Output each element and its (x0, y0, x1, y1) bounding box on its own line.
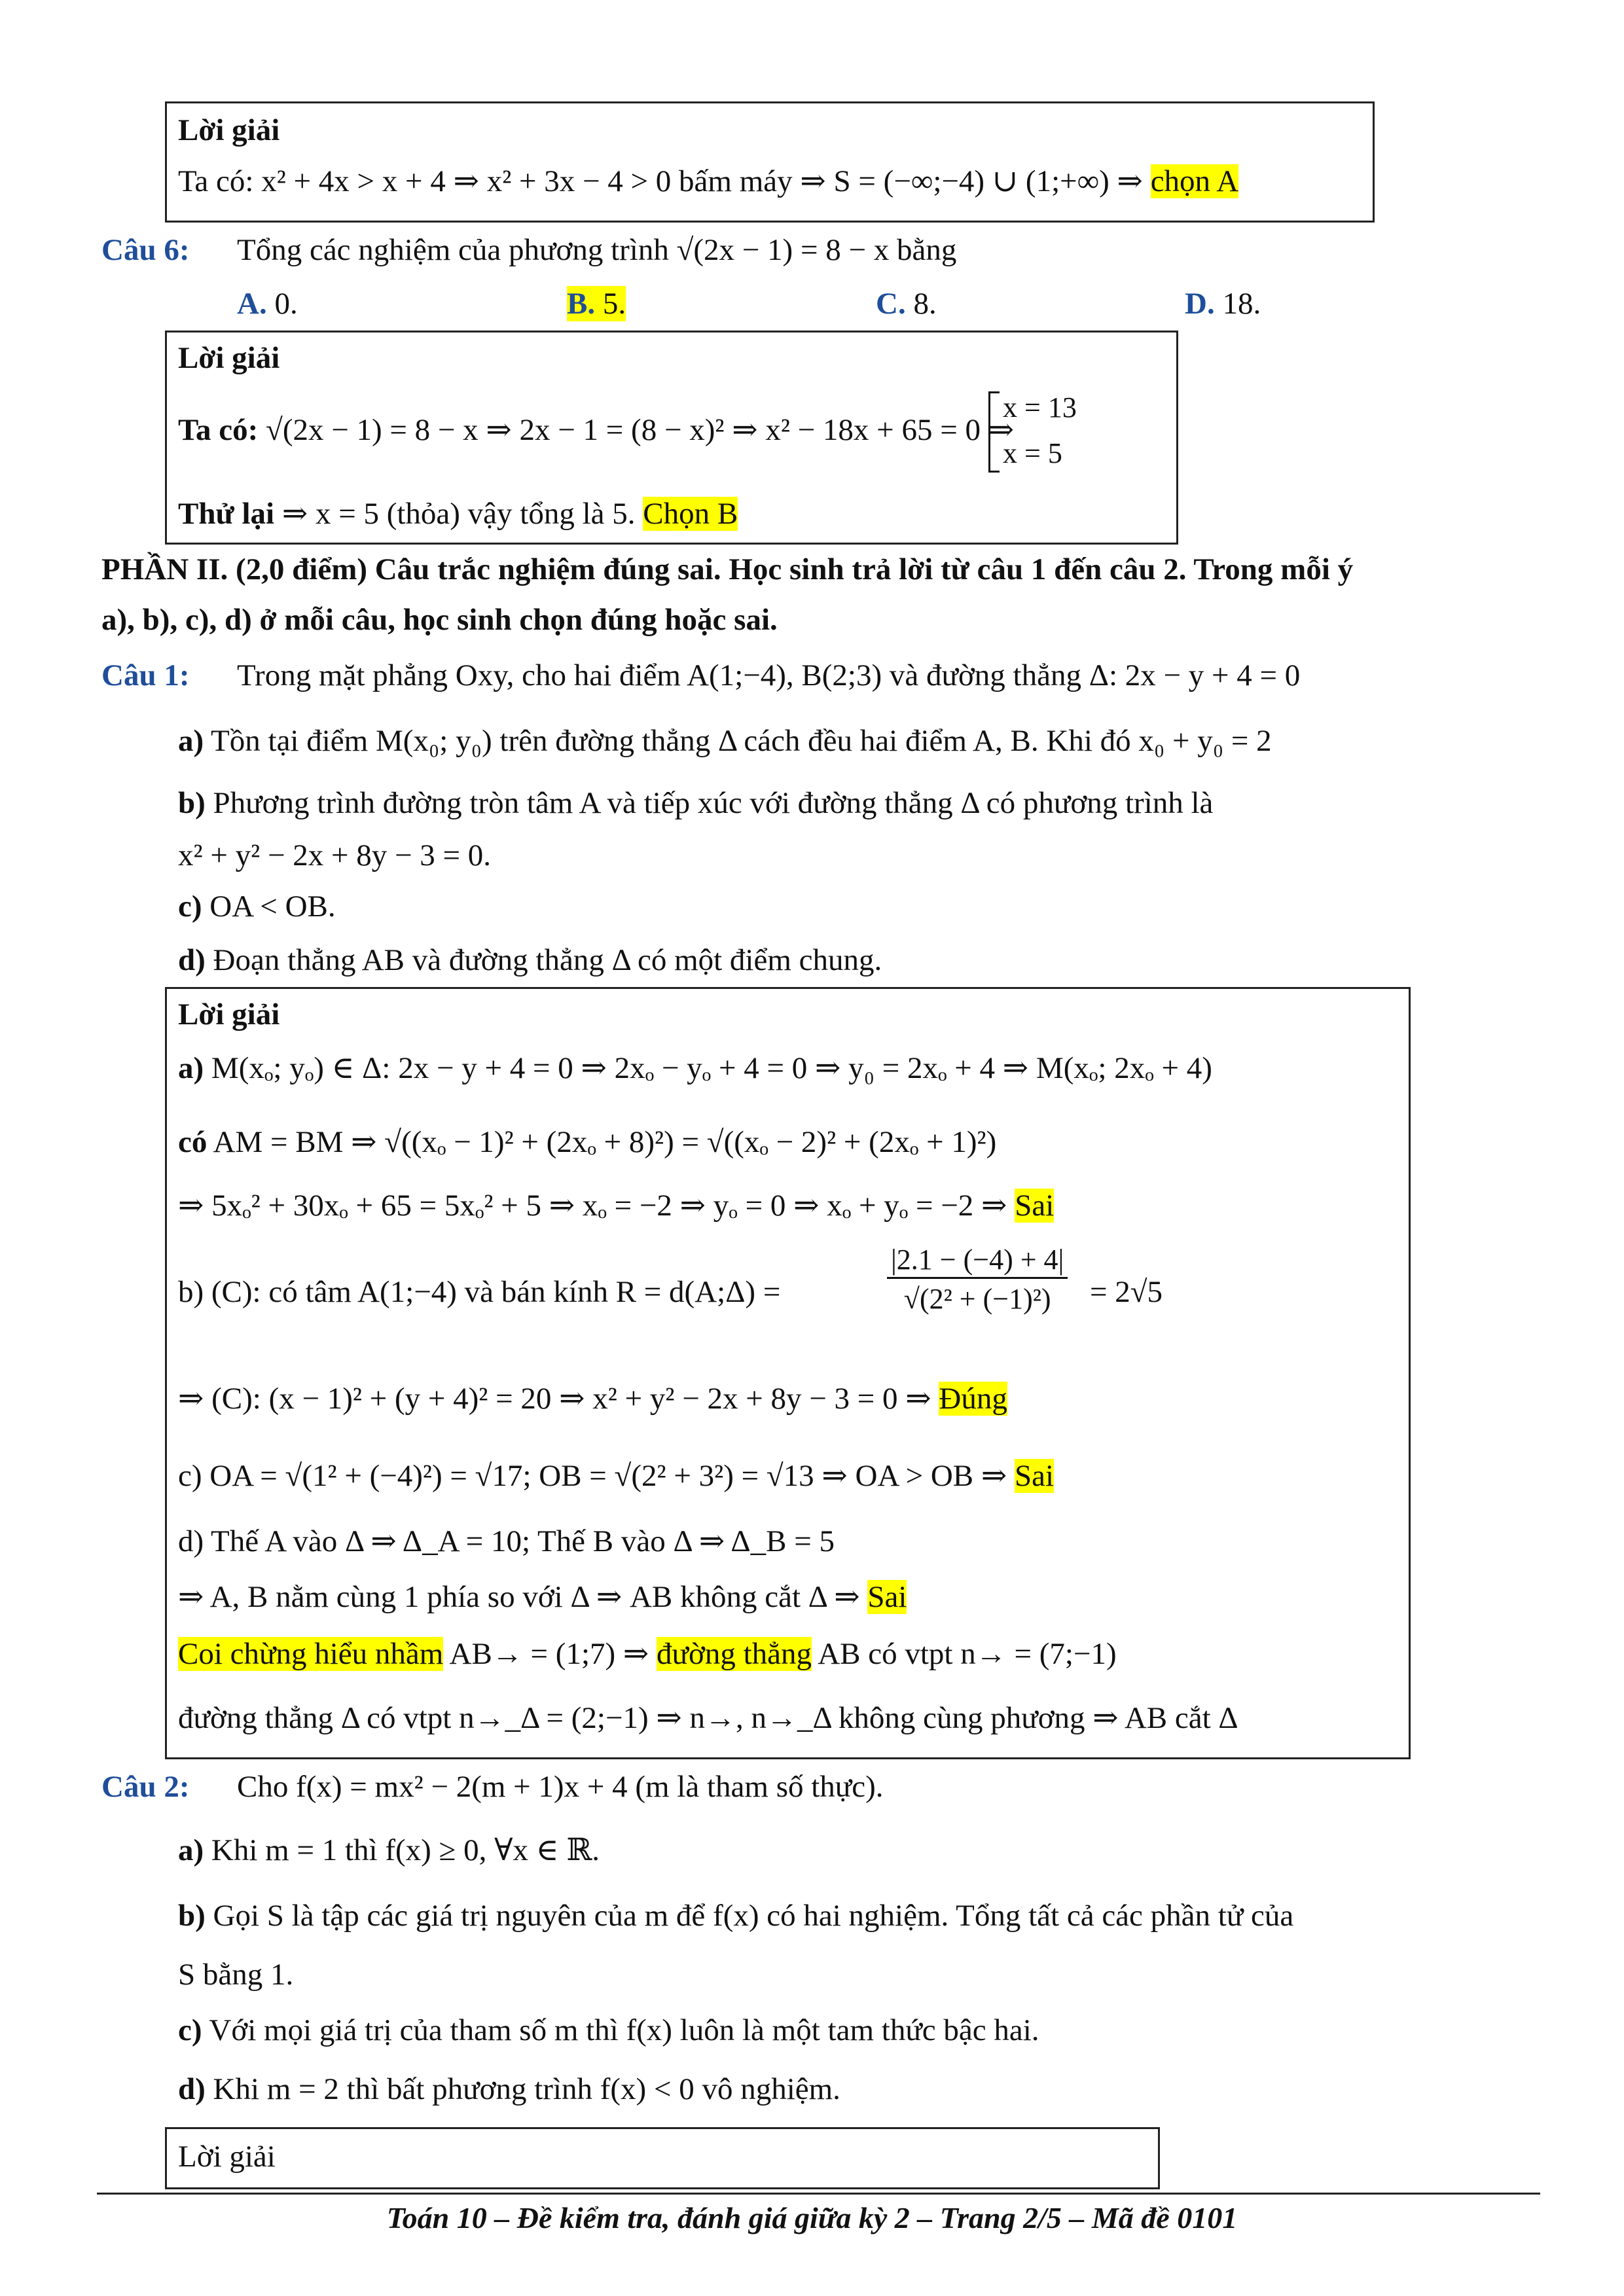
option-c: C. 8. (876, 287, 937, 321)
question-text: Cho f(x) = mx² − 2(m + 1)x + 4 (m là tham số thực). (237, 1770, 884, 1804)
statement-c: c) OA < OB. (178, 889, 336, 924)
solution-box-q2 (165, 2127, 1160, 2189)
fraction-denominator: √(2² + (−1)²) (903, 1282, 1051, 1315)
option-a: A. 0. (237, 287, 298, 321)
solution-b-result: = 2√5 (1090, 1275, 1163, 1309)
question-label: Câu 6: (101, 233, 190, 267)
fraction-numerator: |2.1 − (−4) + 4| (887, 1244, 1068, 1279)
statement-b-cont: S bằng 1. (178, 1958, 294, 1992)
statement-d: d) Đoạn thẳng AB và đường thẳng Δ có một điểm chung. (178, 943, 882, 977)
solution-a-line2: có AM = BM ⇒ √((xₒ − 1)² + (2xₒ + 8)²) = √((xₒ − 2)² + (2xₒ + 1)²) (178, 1125, 997, 1159)
solution-title: Lời giải (178, 997, 280, 1031)
solution-b-line1: b) (C): có tâm A(1;−4) và bán kính R = d(A;Δ) = (178, 1275, 781, 1309)
solution-a-line3: ⇒ 5xₒ² + 30xₒ + 65 = 5xₒ² + 5 ⇒ xₒ = −2 ⇒ yₒ = 0 ⇒ xₒ + yₒ = −2 ⇒ Sai (178, 1189, 1055, 1223)
solution-title: Lời giải (178, 113, 280, 147)
part-heading: a), b), c), d) ở mỗi câu, học sinh chọn đúng hoặc sai. (101, 603, 778, 637)
statement-b-cont: x² + y² − 2x + 8y − 3 = 0. (178, 838, 491, 872)
option-d: D. 18. (1185, 287, 1261, 321)
fraction (887, 1244, 1068, 1316)
solution-box-prev (165, 101, 1375, 223)
question-text: Trong mặt phẳng Oxy, cho hai điểm A(1;−4), B(2;3) và đường thẳng Δ: 2x − y + 4 = 0 (237, 658, 1301, 692)
solution-note-line2: đường thẳng Δ có vtpt n→_Δ = (2;−1) ⇒ n→, n→_Δ không cùng phương ⇒ AB cắt Δ (178, 1701, 1238, 1735)
option-b: B. 5. (567, 287, 626, 321)
statement-b: b) Phương trình đường tròn tâm A và tiếp xúc với đường thẳng Δ có phương trình là (178, 786, 1214, 820)
question-label: Câu 1: (101, 658, 190, 692)
solution-d-line1: d) Thế A vào Δ ⇒ Δ_A = 10; Thế B vào Δ ⇒ Δ_B = 5 (178, 1524, 835, 1558)
answer-highlight: Sai (867, 1580, 907, 1614)
question-text: Tổng các nghiệm của phương trình √(2x − 1) = 8 − x bằng (237, 233, 957, 267)
case-1: x = 13 (1003, 391, 1077, 423)
answer-highlight: Sai (1015, 1459, 1055, 1493)
solution-line: Thử lại ⇒ x = 5 (thỏa) vậy tổng là 5. Chọn B (178, 497, 738, 531)
case-2: x = 5 (1003, 437, 1062, 469)
statement-d: d) Khi m = 2 thì bất phương trình f(x) < 0 vô nghiệm. (178, 2072, 840, 2106)
statement-b: b) Gọi S là tập các giá trị nguyên của m để f(x) có hai nghiệm. Tổng tất cả các phần tử của (178, 1899, 1294, 1933)
solution-d-line2: ⇒ A, B nằm cùng 1 phía so với Δ ⇒ AB không cắt Δ ⇒ Sai (178, 1580, 907, 1614)
answer-highlight: Chọn B (643, 497, 738, 531)
answer-highlight: Đúng (939, 1382, 1007, 1416)
solution-title: Lời giải (178, 2140, 276, 2174)
statement-a: a) Tồn tại điểm M(x₀; y₀) trên đường thẳng Δ cách đều hai điểm A, B. Khi đó x₀ + y₀ = 2 (178, 724, 1272, 758)
solution-note-line1: Coi chừng hiểu nhầm AB→ = (1;7) ⇒ đường thẳng AB có vtpt n→ = (7;−1) (178, 1637, 1117, 1671)
page-footer: Toán 10 – Đề kiểm tra, đánh giá giữa kỳ 2 – Trang 2/5 – Mã đề 0101 (386, 2201, 1238, 2234)
solution-a-line1: a) M(xₒ; yₒ) ∈ Δ: 2x − y + 4 = 0 ⇒ 2xₒ − yₒ + 4 = 0 ⇒ y₀ = 2xₒ + 4 ⇒ M(xₒ; 2xₒ + 4) (178, 1051, 1212, 1085)
solution-b-line2: ⇒ (C): (x − 1)² + (y + 4)² = 20 ⇒ x² + y² − 2x + 8y − 3 = 0 ⇒ Đúng (178, 1382, 1007, 1416)
answer-highlight: chọn A (1150, 164, 1239, 198)
statement-c: c) Với mọi giá trị của tham số m thì f(x) luôn là một tam thức bậc hai. (178, 2013, 1039, 2047)
solution-title: Lời giải (178, 341, 280, 375)
solution-c-line: c) OA = √(1² + (−4)²) = √17; OB = √(2² + 3²) = √13 ⇒ OA > OB ⇒ Sai (178, 1459, 1055, 1493)
part-heading: PHẦN II. (2,0 điểm) Câu trắc nghiệm đúng sai. Học sinh trả lời từ câu 1 đến câu 2. Trong mỗi ý (101, 552, 1354, 586)
statement-a: a) Khi m = 1 thì f(x) ≥ 0, ∀x ∈ ℝ. (178, 1833, 600, 1867)
footer-divider (97, 2193, 1540, 2195)
case-bracket (988, 391, 1000, 473)
solution-line: Ta có: √(2x − 1) = 8 − x ⇒ 2x − 1 = (8 − x)² ⇒ x² − 18x + 65 = 0 ⇒ (178, 413, 1015, 447)
question-label: Câu 2: (101, 1770, 190, 1804)
answer-highlight: Sai (1015, 1189, 1055, 1223)
solution-line: Ta có: x² + 4x > x + 4 ⇒ x² + 3x − 4 > 0 bấm máy ⇒ S = (−∞;−4) ∪ (1;+∞) ⇒ chọn A (178, 164, 1239, 198)
